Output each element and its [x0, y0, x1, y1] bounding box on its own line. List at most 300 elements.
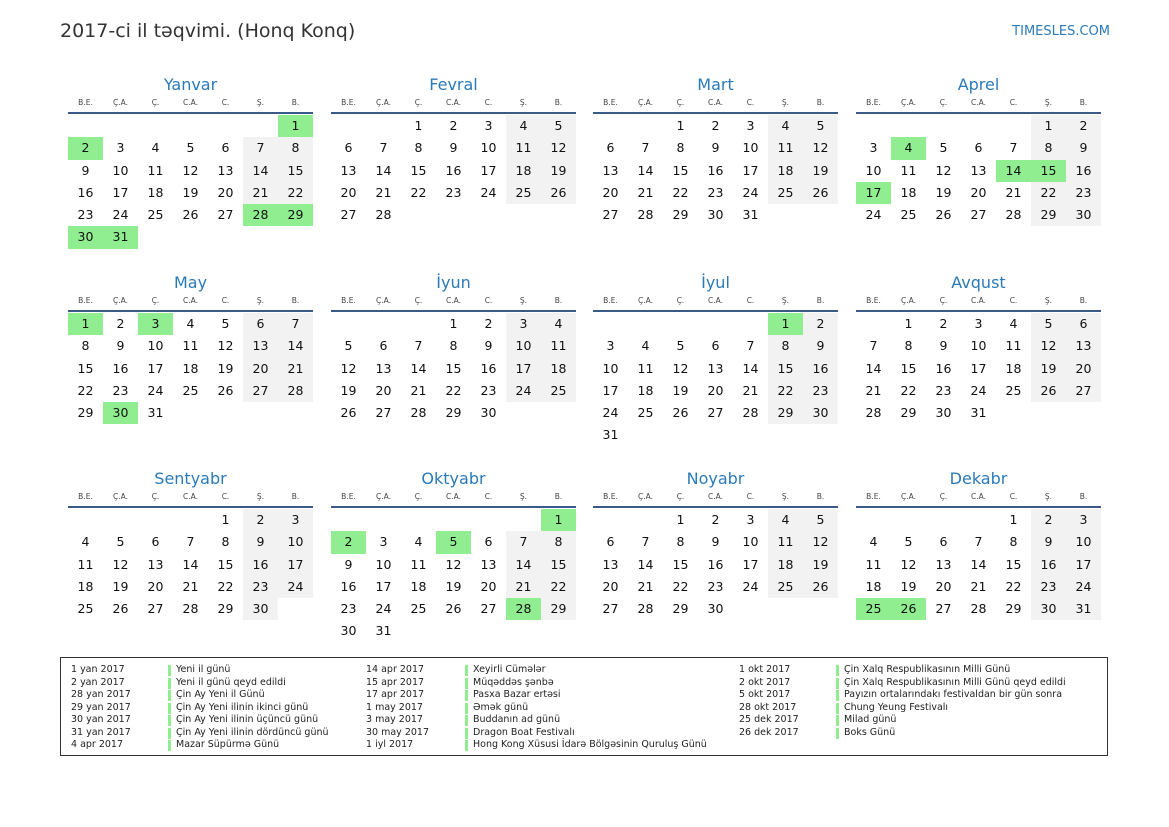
day-cell: 29 — [541, 598, 576, 620]
day-empty — [68, 509, 103, 531]
legend-item — [739, 714, 1099, 727]
day-grid — [331, 115, 576, 226]
day-cell: 5 — [1031, 313, 1066, 335]
day-cell: 5 — [186, 140, 195, 156]
weekday-label: Ç. — [151, 296, 160, 305]
legend-date: 28 yan 2017 — [71, 689, 131, 700]
day-cell: 1 — [1031, 115, 1066, 137]
legend-holiday-name: Yeni il günü — [176, 664, 231, 675]
legend-marker — [465, 678, 468, 689]
weekday-label: C. — [221, 492, 230, 501]
day-cell: 2 — [939, 316, 948, 331]
weekday-label: Ş. — [519, 492, 528, 501]
day-grid — [856, 115, 1101, 226]
day-cell: 27 — [602, 601, 619, 617]
day-grid — [331, 313, 576, 424]
day-cell: 27 — [480, 601, 497, 617]
weekday-label: B.E. — [78, 492, 93, 501]
day-cell: 17 — [147, 360, 164, 376]
day-cell: 12 — [935, 162, 952, 178]
weekday-label: Ş. — [256, 296, 265, 305]
legend-holiday-name: Çin Ay Yeni il Günü — [176, 689, 265, 700]
day-cell: 8 — [81, 338, 90, 354]
day-cell: 5 — [221, 316, 230, 331]
weekday-label: Ç. — [151, 492, 160, 501]
weekday-label: B. — [1079, 98, 1088, 107]
weekday-label: Ç. — [939, 98, 948, 107]
day-cell: 13 — [1066, 335, 1101, 357]
weekday-label: C. — [484, 492, 493, 501]
day-cell: 18 — [541, 358, 576, 380]
day-cell: 8 — [278, 137, 313, 159]
day-cell: 23 — [707, 578, 724, 594]
day-cell: 18 — [506, 160, 541, 182]
legend-date: 1 may 2017 — [366, 701, 423, 713]
day-cell: 15 — [77, 360, 94, 376]
day-empty — [856, 313, 891, 335]
weekday-label: C.A. — [182, 492, 198, 501]
day-cell: 18 — [77, 578, 94, 594]
day-cell: 1 — [449, 316, 458, 331]
day-empty — [243, 115, 278, 137]
day-cell-holiday: 28 — [243, 204, 278, 226]
day-cell: 17 — [970, 360, 987, 376]
day-cell: 24 — [480, 184, 497, 200]
day-cell: 24 — [147, 382, 164, 398]
day-cell: 1 — [414, 118, 423, 133]
legend-date: 1 iyl 2017 — [366, 739, 414, 750]
month-name: İyul — [701, 273, 730, 292]
day-cell: 4 — [869, 534, 878, 550]
day-cell: 10 — [742, 534, 759, 550]
legend-marker — [465, 728, 468, 739]
day-empty — [208, 115, 243, 137]
month-7 — [856, 272, 1101, 424]
day-cell: 25 — [768, 576, 803, 598]
day-grid — [593, 313, 838, 447]
day-cell: 27 — [970, 207, 987, 223]
day-empty — [366, 313, 401, 335]
legend-holiday-name: Hong Kong Xüsusi İdarə Bölgəsinin Quruluş Günü — [473, 739, 707, 750]
day-cell: 9 — [449, 140, 458, 156]
legend-item — [366, 739, 726, 752]
weekday-label: C. — [746, 492, 755, 501]
legend-date: 17 apr 2017 — [366, 689, 425, 700]
day-cell: 28 — [970, 601, 987, 617]
day-cell: 22 — [410, 184, 427, 200]
day-cell: 26 — [935, 207, 952, 223]
day-cell: 25 — [541, 380, 576, 402]
legend-item — [739, 689, 1099, 702]
day-cell-holiday: 1 — [68, 313, 103, 335]
legend-marker — [465, 665, 468, 676]
legend-marker — [168, 740, 171, 751]
day-empty — [173, 115, 208, 137]
day-cell: 4 — [186, 316, 195, 331]
weekday-label: B. — [291, 296, 300, 305]
day-cell: 30 — [707, 601, 724, 617]
month-10 — [593, 468, 838, 620]
day-cell: 16 — [480, 360, 497, 376]
day-cell: 16 — [1031, 554, 1066, 576]
weekday-label: C.A. — [707, 98, 723, 107]
weekday-label: C. — [484, 296, 493, 305]
day-cell: 30 — [707, 207, 724, 223]
legend-date: 29 yan 2017 — [71, 701, 131, 713]
day-cell: 18 — [900, 184, 917, 200]
day-cell: 20 — [935, 578, 952, 594]
month-1 — [331, 74, 576, 226]
month-name: Yanvar — [163, 75, 218, 94]
legend-holiday-name: Çin Xalq Respublikasının Milli Günü qeyd edildi — [844, 676, 1066, 688]
day-cell: 24 — [602, 405, 619, 421]
day-cell: 26 — [803, 182, 838, 204]
day-cell: 7 — [641, 140, 650, 156]
day-cell: 17 — [112, 184, 129, 200]
day-empty — [436, 509, 471, 531]
day-cell: 22 — [77, 382, 94, 398]
weekday-label: B.E. — [866, 492, 881, 501]
legend-item — [739, 702, 1099, 715]
day-empty — [138, 509, 173, 531]
weekday-label: C. — [746, 296, 755, 305]
day-empty — [103, 115, 138, 137]
day-cell: 2 — [116, 316, 125, 331]
day-cell: 29 — [1005, 601, 1022, 617]
weekday-label: B.E. — [866, 98, 881, 107]
day-cell: 22 — [541, 576, 576, 598]
legend-holiday-name: Yeni il günü qeyd edildi — [176, 676, 286, 688]
day-cell: 13 — [970, 162, 987, 178]
day-grid — [68, 313, 313, 424]
day-cell: 16 — [77, 184, 94, 200]
day-cell: 19 — [541, 160, 576, 182]
day-cell: 28 — [182, 601, 199, 617]
weekday-label: C.A. — [707, 296, 723, 305]
day-cell: 13 — [340, 162, 357, 178]
legend-date: 25 dek 2017 — [739, 714, 799, 725]
day-cell: 23 — [935, 382, 952, 398]
day-cell-holiday: 4 — [891, 137, 926, 159]
legend-date: 2 yan 2017 — [71, 676, 125, 688]
day-cell: 6 — [151, 534, 160, 550]
day-cell: 9 — [803, 335, 838, 357]
day-cell: 17 — [1066, 554, 1101, 576]
day-cell: 23 — [243, 576, 278, 598]
day-cell: 30 — [1031, 598, 1066, 620]
day-cell: 10 — [375, 556, 392, 572]
day-cell: 20 — [243, 358, 278, 380]
day-cell: 10 — [865, 162, 882, 178]
day-cell: 3 — [1066, 509, 1101, 531]
day-cell: 30 — [1066, 204, 1101, 226]
day-cell: 23 — [77, 207, 94, 223]
month-name: Mart — [697, 75, 734, 94]
day-empty — [593, 509, 628, 531]
day-cell: 16 — [445, 162, 462, 178]
legend-holiday-name: Xeyirli Cümələr — [473, 664, 546, 675]
day-cell: 25 — [506, 182, 541, 204]
day-grid — [68, 509, 313, 620]
day-cell: 15 — [445, 360, 462, 376]
day-cell: 16 — [803, 358, 838, 380]
day-cell: 16 — [112, 360, 129, 376]
weekday-label: Ş. — [519, 98, 528, 107]
day-cell: 2 — [243, 509, 278, 531]
day-cell: 4 — [541, 313, 576, 335]
day-cell: 25 — [1005, 382, 1022, 398]
day-cell: 3 — [606, 338, 615, 354]
day-cell-holiday: 17 — [856, 182, 891, 204]
day-cell-holiday: 28 — [506, 598, 541, 620]
day-cell: 2 — [803, 313, 838, 335]
day-cell: 11 — [541, 335, 576, 357]
weekday-header — [331, 294, 576, 312]
day-cell: 2 — [711, 118, 720, 133]
day-cell: 10 — [506, 335, 541, 357]
weekday-label: B. — [291, 98, 300, 107]
legend-holiday-name: Çin Ay Yeni ilinin dördüncü günü — [176, 726, 329, 738]
legend-holiday-name: Əmək günü — [473, 701, 529, 713]
day-empty — [366, 509, 401, 531]
day-cell: 18 — [182, 360, 199, 376]
day-cell: 7 — [641, 534, 650, 550]
legend-date: 30 yan 2017 — [71, 714, 131, 725]
day-cell: 24 — [278, 576, 313, 598]
day-cell: 9 — [1031, 531, 1066, 553]
legend-marker — [836, 690, 839, 701]
day-cell: 7 — [278, 313, 313, 335]
weekday-label: B.E. — [866, 296, 881, 305]
day-cell: 24 — [865, 207, 882, 223]
legend-item — [366, 677, 726, 690]
day-cell: 1 — [676, 118, 685, 133]
legend-marker — [465, 740, 468, 751]
day-cell: 5 — [803, 509, 838, 531]
weekday-label: B.E. — [78, 98, 93, 107]
legend-marker — [836, 678, 839, 689]
legend-marker — [168, 715, 171, 726]
day-cell: 28 — [1005, 207, 1022, 223]
weekday-label: Ş. — [256, 492, 265, 501]
weekday-label: B. — [554, 296, 563, 305]
day-cell: 4 — [768, 115, 803, 137]
weekday-label: B. — [554, 98, 563, 107]
day-cell: 20 — [375, 382, 392, 398]
day-cell: 17 — [742, 556, 759, 572]
day-cell: 18 — [1005, 360, 1022, 376]
weekday-header — [68, 294, 313, 312]
weekday-label: Ç. — [414, 296, 423, 305]
month-3 — [856, 74, 1101, 226]
day-cell: 18 — [147, 184, 164, 200]
weekday-header — [856, 490, 1101, 508]
day-cell: 1 — [676, 512, 685, 527]
weekday-label: B.E. — [341, 492, 356, 501]
day-cell-holiday: 3 — [138, 313, 173, 335]
day-cell: 11 — [410, 556, 427, 572]
day-cell: 2 — [484, 316, 493, 331]
day-cell: 9 — [116, 338, 125, 354]
day-cell: 15 — [410, 162, 427, 178]
day-cell: 21 — [742, 382, 759, 398]
weekday-label: C. — [221, 98, 230, 107]
day-cell-holiday: 5 — [436, 531, 471, 553]
day-cell: 19 — [445, 578, 462, 594]
day-cell: 3 — [278, 509, 313, 531]
legend-date: 15 apr 2017 — [366, 676, 425, 688]
legend-date: 5 okt 2017 — [739, 689, 791, 700]
day-cell: 4 — [414, 534, 423, 550]
day-cell: 1 — [904, 316, 913, 331]
weekday-label: C.A. — [445, 296, 461, 305]
day-cell: 23 — [707, 184, 724, 200]
day-cell: 18 — [768, 554, 803, 576]
day-cell: 6 — [1066, 313, 1101, 335]
weekday-label: Ç. — [414, 98, 423, 107]
weekday-label: Ş. — [1044, 98, 1053, 107]
day-cell: 3 — [869, 140, 878, 156]
day-empty — [103, 509, 138, 531]
day-cell: 14 — [410, 360, 427, 376]
brand-link[interactable]: TIMESLES.COM — [1012, 24, 1110, 39]
day-cell: 23 — [803, 380, 838, 402]
day-cell-holiday: 1 — [278, 115, 313, 137]
weekday-header — [68, 490, 313, 508]
day-cell: 23 — [112, 382, 129, 398]
day-empty — [471, 509, 506, 531]
day-cell: 27 — [602, 207, 619, 223]
month-8 — [68, 468, 313, 620]
day-cell: 15 — [1005, 556, 1022, 572]
day-cell: 13 — [602, 556, 619, 572]
day-empty — [173, 509, 208, 531]
day-cell: 25 — [77, 601, 94, 617]
legend-holiday-name: Pasxa Bazar ertəsi — [473, 689, 561, 700]
day-cell: 7 — [974, 534, 983, 550]
weekday-label: Ç.A. — [375, 492, 391, 501]
weekday-label: Ş. — [519, 296, 528, 305]
month-name: Oktyabr — [421, 469, 486, 488]
day-cell-holiday: 31 — [103, 226, 138, 248]
day-empty — [401, 509, 436, 531]
day-cell: 6 — [974, 140, 983, 156]
day-cell: 8 — [1009, 534, 1018, 550]
weekday-label: B. — [554, 492, 563, 501]
day-empty — [891, 115, 926, 137]
day-cell: 30 — [340, 623, 357, 639]
day-cell: 1 — [1009, 512, 1018, 527]
day-cell: 22 — [1031, 182, 1066, 204]
day-cell: 13 — [602, 162, 619, 178]
day-cell: 6 — [243, 313, 278, 335]
weekday-label: B. — [291, 492, 300, 501]
day-cell: 21 — [243, 182, 278, 204]
day-cell: 7 — [869, 338, 878, 354]
day-cell: 22 — [672, 578, 689, 594]
day-cell-holiday: 2 — [68, 137, 103, 159]
day-grid — [593, 115, 838, 226]
day-cell: 27 — [935, 601, 952, 617]
day-empty — [961, 509, 996, 531]
day-cell: 28 — [742, 405, 759, 421]
day-cell: 10 — [602, 360, 619, 376]
weekday-label: C.A. — [182, 296, 198, 305]
day-cell: 26 — [217, 382, 234, 398]
legend-holiday-name: Boks Günü — [844, 726, 896, 738]
day-cell: 31 — [970, 405, 987, 421]
legend-marker — [836, 715, 839, 726]
legend-holiday-name: Buddanın ad günü — [473, 714, 561, 725]
month-name: Sentyabr — [154, 469, 227, 488]
weekday-label: C. — [746, 98, 755, 107]
weekday-label: B.E. — [341, 98, 356, 107]
day-cell-holiday: 29 — [278, 204, 313, 226]
weekday-label: C.A. — [970, 98, 986, 107]
day-empty — [926, 509, 961, 531]
day-cell: 15 — [541, 554, 576, 576]
holiday-legend — [60, 657, 1108, 756]
day-cell: 3 — [506, 313, 541, 335]
day-cell: 17 — [742, 162, 759, 178]
day-cell: 8 — [904, 338, 913, 354]
day-cell: 11 — [182, 338, 199, 354]
day-empty — [628, 313, 663, 335]
day-cell-holiday: 2 — [331, 531, 366, 553]
day-cell: 10 — [1066, 531, 1101, 553]
day-cell: 16 — [707, 162, 724, 178]
day-cell: 5 — [541, 115, 576, 137]
day-cell: 7 — [414, 338, 423, 354]
month-6 — [593, 272, 838, 447]
weekday-label: B. — [816, 296, 825, 305]
legend-holiday-name: Çin Ay Yeni ilinin üçüncü günü — [176, 714, 319, 725]
day-cell: 23 — [340, 601, 357, 617]
day-empty — [996, 115, 1031, 137]
day-cell: 15 — [768, 358, 803, 380]
day-cell: 15 — [672, 162, 689, 178]
day-cell: 6 — [711, 338, 720, 354]
day-cell: 23 — [445, 184, 462, 200]
day-cell: 20 — [970, 184, 987, 200]
day-cell-holiday: 30 — [68, 226, 103, 248]
day-cell: 9 — [939, 338, 948, 354]
day-cell: 9 — [711, 534, 720, 550]
day-cell: 6 — [606, 140, 615, 156]
weekday-label: B. — [816, 492, 825, 501]
day-cell: 24 — [506, 380, 541, 402]
day-cell: 27 — [340, 207, 357, 223]
day-cell: 25 — [637, 405, 654, 421]
day-cell: 8 — [768, 335, 803, 357]
day-cell-holiday: 25 — [856, 598, 891, 620]
day-cell: 13 — [217, 162, 234, 178]
day-empty — [138, 115, 173, 137]
day-cell: 28 — [375, 207, 392, 223]
day-cell: 3 — [379, 534, 388, 550]
weekday-label: Ş. — [781, 296, 790, 305]
day-cell: 24 — [742, 578, 759, 594]
day-cell: 15 — [217, 556, 234, 572]
day-cell: 20 — [707, 382, 724, 398]
day-cell: 29 — [77, 405, 94, 421]
day-cell: 18 — [865, 578, 882, 594]
day-cell-holiday: 30 — [103, 402, 138, 424]
day-cell: 22 — [672, 184, 689, 200]
legend-marker — [836, 665, 839, 676]
month-name: Noyabr — [686, 469, 745, 488]
day-cell: 26 — [672, 405, 689, 421]
